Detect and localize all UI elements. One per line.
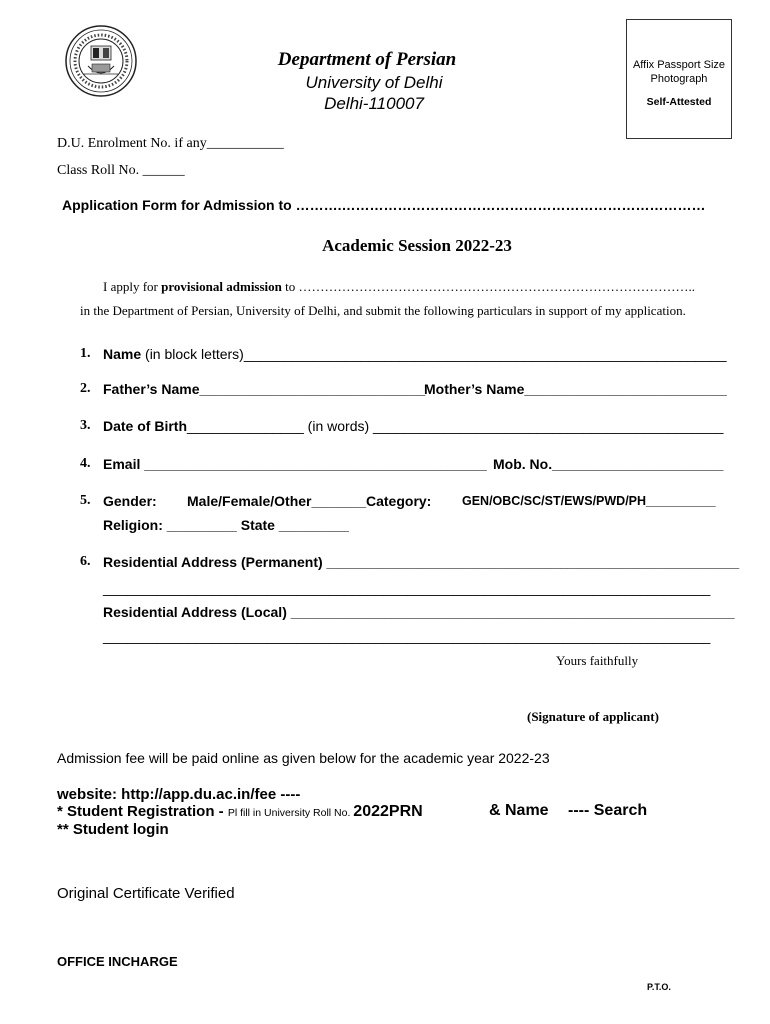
office-incharge: OFFICE INCHARGE (57, 954, 178, 969)
roll-number-instruction: Pl fill in University Roll No. (227, 807, 354, 819)
dob-field-line: _______________ (in words) _____________________________________________ (187, 418, 724, 434)
name-field (103, 346, 727, 362)
signature-of-applicant: (Signature of applicant) (527, 709, 659, 724)
photo-box-instruction: Affix Passport Size Photograph (632, 59, 726, 85)
application-for-line: Application Form for Admission to ……….…………………………………………………………………… (62, 197, 706, 213)
local-address-field: Residential Address (Local) _________________________________________________________ (103, 604, 735, 620)
academic-session: Academic Session 2022-23 (322, 236, 512, 255)
student-registration-line (57, 803, 423, 821)
pto-label: P.T.O. (647, 982, 671, 992)
gender-label: Gender: (103, 493, 157, 509)
item-number-3: 3. (80, 418, 91, 433)
gender-category-options: Male/Female/Other_______Category: (187, 493, 432, 509)
mother-name-field: Mother’s Name__________________________ (424, 381, 727, 397)
local-address-line: ______________________________________________________________________________ (103, 628, 711, 644)
original-certificate-verified: Original Certificate Verified (57, 885, 235, 902)
date-of-birth-field (103, 418, 723, 434)
university-address: Delhi-110007 (324, 94, 424, 113)
item-number-5: 5. (80, 493, 91, 508)
name-field-line: (in block letters)______________________________________________________________ (141, 346, 727, 362)
permanent-address-line: ______________________________________________________________________________ (103, 580, 711, 596)
father-name-field: Father’s Name_____________________________ (103, 381, 426, 397)
dob-label: Date of Birth (103, 418, 187, 434)
religion-state-field: Religion: _________ State _________ (103, 517, 349, 533)
university-name: University of Delhi (305, 73, 443, 92)
email-field: Email ____________________________________________ (103, 456, 487, 472)
enrolment-field: D.U. Enrolment No. if any___________ (57, 136, 284, 151)
apply-suffix: to ……………………………………………………………………………….. (281, 279, 696, 294)
item-number-2: 2. (80, 381, 91, 396)
apply-line-2: in the Department of Persian, University of Delhi, and submit the following particulars in support of my application. (80, 303, 686, 318)
category-options: GEN/OBC/SC/ST/EWS/PWD/PH__________ (462, 494, 716, 508)
prn-prefix: 2022PRN (353, 803, 423, 820)
item-number-6: 6. (80, 554, 91, 569)
class-roll-field: Class Roll No. ______ (57, 163, 185, 178)
search-text: ---- Search (568, 802, 648, 819)
mobile-field: Mob. No.______________________ (493, 456, 724, 472)
apply-line (103, 279, 695, 295)
photo-box (626, 19, 732, 139)
department-title: Department of Persian (277, 49, 457, 70)
yours-faithfully: Yours faithfully (556, 653, 639, 668)
and-name-text: & Name (489, 802, 549, 819)
item-number-1: 1. (80, 346, 91, 361)
apply-prefix: I apply for (103, 279, 162, 294)
student-login: ** Student login (57, 821, 169, 838)
apply-provisional: provisional admission (161, 279, 282, 294)
student-registration-label: * Student Registration - (57, 803, 228, 820)
item-number-4: 4. (80, 456, 91, 471)
permanent-address-field: Residential Address (Permanent) _____________________________________________________ (103, 554, 740, 570)
admission-fee-note: Admission fee will be paid online as given below for the academic year 2022-23 (57, 750, 550, 766)
name-label: Name (103, 346, 142, 362)
photo-box-self-attested: Self-Attested (646, 96, 712, 108)
fee-website: website: http://app.du.ac.in/fee ---- (57, 786, 301, 803)
